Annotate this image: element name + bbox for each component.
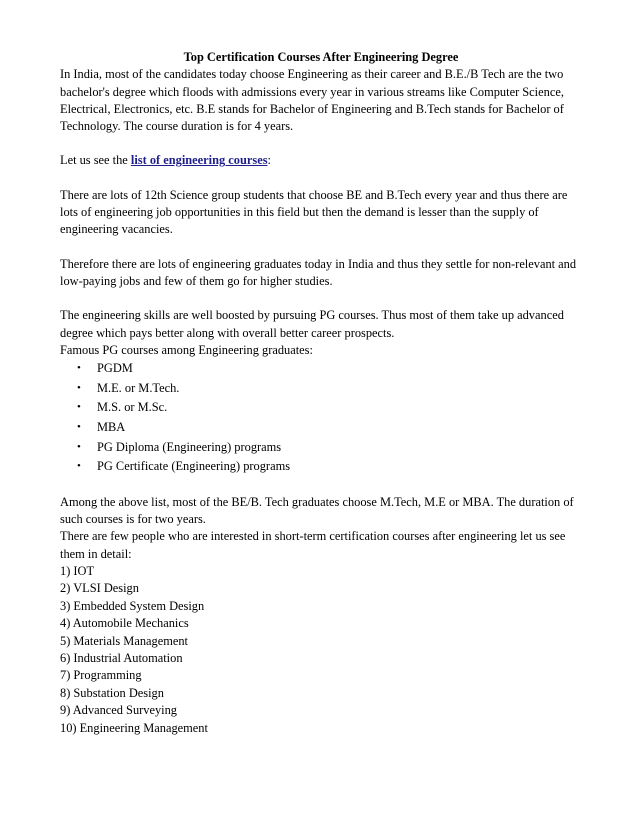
- paragraph-gap: [60, 239, 582, 256]
- document-title: Top Certification Courses After Engineering Degree: [183, 50, 459, 64]
- list-item: [60, 379, 582, 399]
- bullet-icon: •: [77, 362, 81, 375]
- list-item: 10) Engineering Management: [60, 720, 208, 735]
- list-item: 4) Automobile Mechanics: [60, 616, 189, 631]
- see-courses-paragraph: [60, 152, 582, 169]
- list-item: 6) Industrial Automation: [60, 650, 183, 665]
- graduates-paragraph: Therefore there are lots of engineering graduates today in India and thus they settle for non-relevant and low-paying jobs and few of them go for higher studies.: [60, 256, 577, 288]
- see-suffix-text: :: [267, 153, 271, 168]
- bullet-icon: •: [77, 460, 81, 473]
- list-item: [60, 418, 582, 438]
- list-item: 5) Materials Management: [60, 633, 188, 648]
- pg-courses-list: [60, 359, 582, 477]
- list-item-label: M.S. or M.Sc.: [97, 400, 168, 415]
- few-people-paragraph: There are few people who are interested in short-term certification courses after engineering let us see them in detail:: [60, 529, 566, 561]
- list-item: [60, 359, 582, 379]
- list-item: [60, 438, 582, 458]
- intro-paragraph: In India, most of the candidates today choose Engineering as their career and B.E./B Tech are the two bachelor's degree which floods with admissions every year in various streams like Computer Science, Electrical, Electronics, etc. B.E stands for Bachelor of Engineering and B.Tech stands for Bachelor of Technology. The course duration is for 4 years.: [60, 67, 564, 134]
- see-prefix-text: Let us see the: [60, 153, 131, 168]
- bullet-icon: •: [77, 381, 81, 394]
- bullet-icon: •: [77, 440, 81, 453]
- list-item-label: PG Diploma (Engineering) programs: [97, 439, 282, 454]
- list-item: 9) Advanced Surveying: [60, 703, 177, 718]
- paragraph-gap: [60, 477, 582, 494]
- list-item: 8) Substation Design: [60, 685, 164, 700]
- list-item-label: PGDM: [97, 361, 133, 376]
- document-page: [60, 49, 582, 737]
- list-item-label: M.E. or M.Tech.: [97, 380, 180, 395]
- science-paragraph: There are lots of 12th Science group students that choose BE and B.Tech every year and thus there are lots of engineering job opportunities in this field but then the demand is lesser than the supply of engineering vacancies.: [60, 187, 568, 237]
- list-item: 1) IOT: [60, 563, 95, 578]
- paragraph-gap: [60, 170, 582, 187]
- list-item: 2) VLSI Design: [60, 581, 139, 596]
- skills-paragraph: The engineering skills are well boosted by pursuing PG courses. Thus most of them take up advanced degree which pays better along with overall better career prospects.: [60, 308, 564, 340]
- engineering-courses-link[interactable]: list of engineering courses: [130, 153, 268, 168]
- certification-courses-list: [60, 563, 582, 737]
- paragraph-gap: [60, 135, 582, 152]
- list-item-label: MBA: [97, 419, 126, 434]
- list-item: 3) Embedded System Design: [60, 598, 205, 613]
- pg-courses-heading: Famous PG courses among Engineering graduates:: [60, 342, 313, 357]
- list-item: [60, 457, 582, 477]
- bullet-icon: •: [77, 401, 81, 414]
- list-item: [60, 398, 582, 418]
- bullet-icon: •: [77, 420, 81, 433]
- paragraph-gap: [60, 290, 582, 307]
- list-item-label: PG Certificate (Engineering) programs: [97, 459, 291, 474]
- list-item: 7) Programming: [60, 668, 142, 683]
- among-paragraph: Among the above list, most of the BE/B. Tech graduates choose M.Tech, M.E or MBA. The duration of such courses is for two years.: [60, 494, 574, 527]
